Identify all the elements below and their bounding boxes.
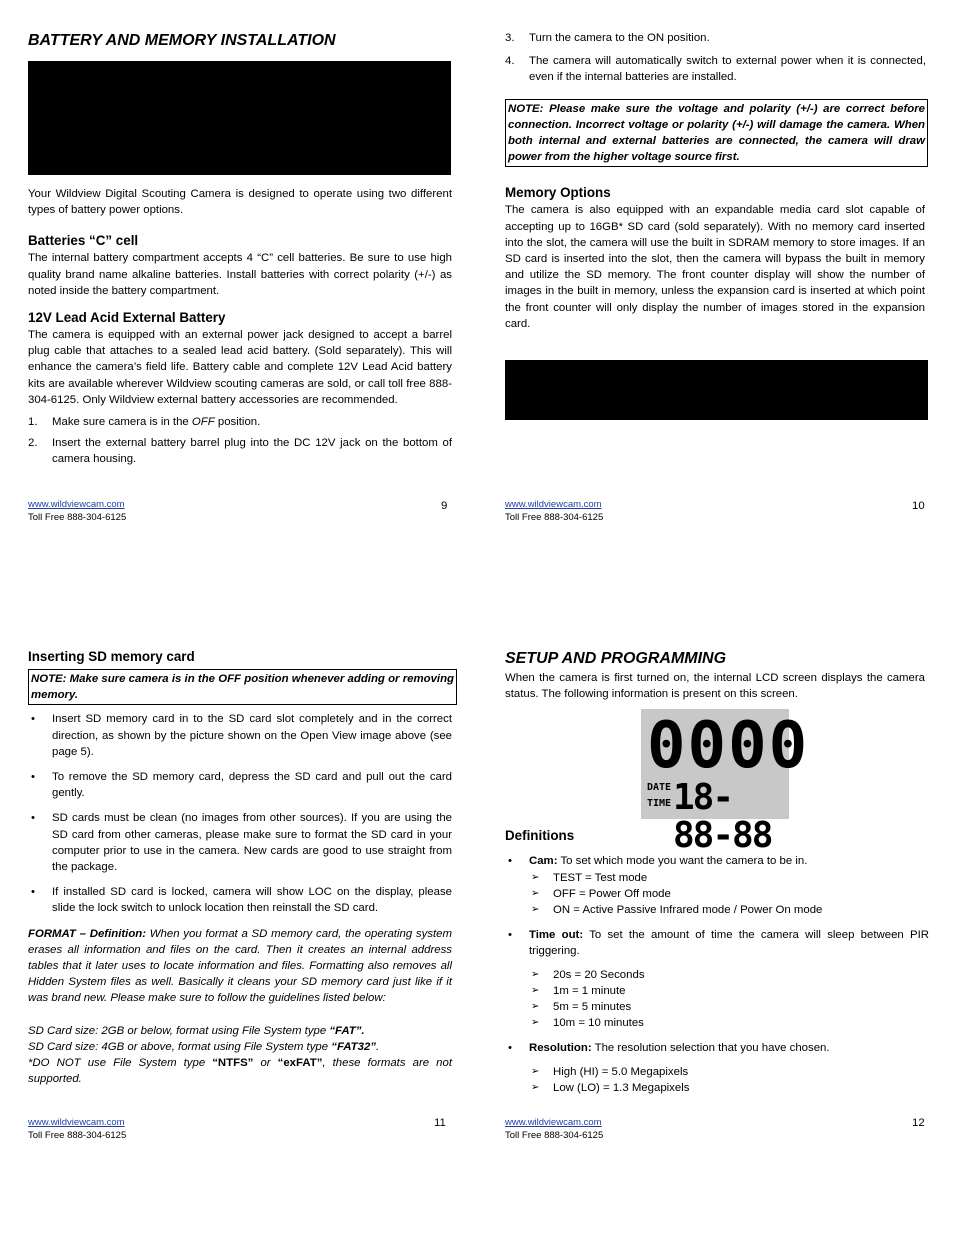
list-item: • SD cards must be clean (no images from other sources). If you are using the SD card from other cameras, please make sure to format the SD card in your computer prior to use in the camera. New cards are good to use straight from the package.: [31, 812, 452, 874]
step-number: 3.: [505, 32, 515, 44]
list-item: • Cam: To set which mode you want the camera to be in. ➢ TEST = Test mode ➢ OFF = Power Off mode ➢ ON = Active Passive Infrared mode / Power On mode: [505, 853, 929, 918]
list-item: ➢ 5m = 5 minutes: [531, 1001, 632, 1014]
option-text: Low (LO) = 1.3 Megapixels: [553, 1081, 690, 1094]
definitions-list: [505, 853, 929, 1096]
format-text: When you format a SD memory card, the operating system erases all information and files on the card. Then it creates an internal address tables that it later uses to locate information and files. Formatting also removes all Hidden System files as well. Basically it cleans your SD memory card just like if it was brand new. Please make sure to follow the guidelines listed below:: [28, 927, 453, 1005]
list-item: ➢ 20s = 20 Seconds: [531, 968, 645, 981]
footer-page-11: [28, 1116, 126, 1142]
list-item: [28, 414, 452, 430]
option-text: ON = Active Passive Infrared mode / Power On mode: [553, 904, 823, 917]
lead-acid-text: The camera is equipped with an external power jack designed to accept a barrel plug cable that attaches to a sealed lead acid battery. (Sold separately). This will enhance the camera’s field life. Battery cable and complete 12V Lead Acid battery kits are available wherever Wildview scouting cameras are sold, or call toll free 888-304-6125. Only Wildview external battery accessories are recommended.: [28, 329, 452, 406]
definition-label: Time out:: [529, 929, 584, 942]
list-item: [505, 53, 929, 85]
phone-text: Toll Free 888-304-6125: [505, 1130, 604, 1141]
lcd-date-label: DATE: [647, 782, 672, 794]
definition-text: To set which mode you want the camera to be in.: [557, 855, 808, 868]
list-item: • Insert SD memory card in to the SD card slot completely and in the correct direction, as shown by the picture shown on the Open View image above (see page 5).: [31, 713, 452, 758]
format-label: FORMAT – Definition:: [28, 927, 147, 940]
page-number: 10: [912, 500, 925, 512]
list-item: • To remove the SD memory card, depress the SD card and pull out the card gently.: [31, 771, 452, 800]
list-item: ➢ 10m = 10 minutes: [531, 1017, 644, 1030]
sd-fs: “exFAT”: [277, 1057, 323, 1070]
redacted-image: [505, 360, 928, 420]
section-title: BATTERY AND MEMORY INSTALLATION: [28, 32, 336, 49]
option-text: 1m = 1 minute: [553, 984, 626, 997]
steps-list: [505, 30, 929, 86]
step-number: 2.: [28, 437, 38, 450]
intro-text: Your Wildview Digital Scouting Camera is designed to operate using two different types of battery power options.: [28, 188, 452, 217]
option-text: TEST = Test mode: [553, 871, 648, 884]
definition-text: To set the amount of time the camera will sleep between PIR triggering.: [529, 929, 929, 958]
sd-text: , these formats are not supported.: [28, 1057, 452, 1086]
step-number: 1.: [28, 416, 38, 429]
page-9: [28, 30, 452, 468]
sd-text: .: [375, 1040, 380, 1053]
timeout-options: [529, 967, 929, 1032]
list-item: [505, 30, 929, 46]
definition-label: Cam:: [529, 855, 558, 868]
memory-text: The camera is also equipped with an expandable media card slot capable of accepting up to 16GB* SD card (sold separately). With no memory card inserted into the slot, the camera will use the built in SDRAM memory to store images. If an SD card is inserted into the slot, then the camera will bypass the built in memory and utilize the SD memory. The front counter display will show the number of images in the built in memory, unless the expansion card is inserted at which point the front counter will only display the number of images stored in the expansion card.: [505, 204, 925, 330]
list-item: • If installed SD card is locked, camera will show LOC on the display, please slide the lock switch to unlock location then reinstall the SD card.: [31, 886, 452, 915]
step-text: position.: [214, 416, 261, 429]
page-12: [505, 648, 929, 1096]
website-link[interactable]: www.wildviewcam.com: [28, 499, 125, 510]
step-emphasis: OFF: [191, 416, 215, 429]
bullet-text: To remove the SD memory card, depress the SD card and pull out the card gently.: [52, 771, 452, 800]
off-position-note: NOTE: Make sure camera is in the OFF position whenever adding or removing memory.: [28, 669, 457, 705]
sd-text: *DO NOT use File System type: [28, 1057, 213, 1070]
list-item: • Time out: To set the amount of time the camera will sleep between PIR triggering. ➢ 20s = 20 Seconds ➢ 1m = 1 minute ➢ 5m = 5 minutes ➢ 10m = 10 minutes: [505, 927, 929, 1031]
sd-size-line: [28, 1023, 452, 1039]
sd-size-line: [28, 1039, 452, 1055]
lcd-datetime: 18-88-88: [673, 777, 772, 857]
page-number: 12: [912, 1117, 925, 1129]
definition-label: Resolution:: [529, 1042, 592, 1055]
sd-bullets: [28, 711, 452, 916]
heading-c-batteries: Batteries “C” cell: [28, 233, 139, 249]
website-link[interactable]: www.wildviewcam.com: [505, 499, 602, 510]
sd-fs: “FAT32”: [331, 1040, 376, 1053]
cam-options: [529, 870, 929, 919]
option-text: 10m = 10 minutes: [553, 1017, 644, 1030]
footer-page-9: [28, 498, 126, 524]
step-text: The camera will automatically switch to external power when it is connected, even if the internal batteries are installed.: [529, 55, 926, 84]
step-text: Insert the external battery barrel plug into the DC 12V jack on the bottom of camera housing.: [52, 437, 452, 466]
heading-inserting-sd: Inserting SD memory card: [28, 649, 195, 664]
list-item: ➢ Low (LO) = 1.3 Megapixels: [531, 1081, 690, 1094]
heading-definitions: Definitions: [505, 828, 575, 844]
steps-list: [28, 414, 452, 468]
step-text: Turn the camera to the ON position.: [529, 32, 710, 44]
website-link[interactable]: www.wildviewcam.com: [28, 1117, 125, 1128]
option-text: 5m = 5 minutes: [553, 1001, 632, 1014]
list-item: [28, 435, 452, 467]
lcd-time-label: TIME: [647, 798, 672, 810]
footer-page-12: [505, 1116, 603, 1142]
sd-text: or: [253, 1057, 278, 1070]
voltage-note: NOTE: Please make sure the voltage and polarity (+/-) are correct before connection. Incorrect voltage or polarity (+/-) will damage the camera. When both internal and external batteries are connected, the camera will draw power from the higher voltage source first.: [505, 99, 928, 168]
list-item: ➢ 1m = 1 minute: [531, 984, 626, 997]
intro-text: When the camera is first turned on, the internal LCD screen displays the camera status. The following information is present on this screen.: [505, 672, 925, 701]
definition-text: The resolution selection that you have chosen.: [591, 1042, 830, 1055]
sd-text: SD Card size: 2GB or below, format using File System type: [28, 1024, 330, 1037]
phone-text: Toll Free 888-304-6125: [28, 512, 127, 523]
list-item: • Resolution: The resolution selection that you have chosen. ➢ High (HI) = 5.0 Megapixels ➢ Low (LO) = 1.3 Megapixels: [505, 1040, 929, 1096]
footer-page-10: [505, 498, 603, 524]
section-title: SETUP AND PROGRAMMING: [505, 650, 727, 667]
heading-lead-acid: 12V Lead Acid External Battery: [28, 310, 226, 326]
list-item: ➢ TEST = Test mode: [531, 871, 648, 884]
lcd-screen-image: [641, 709, 810, 857]
option-text: 20s = 20 Seconds: [553, 968, 645, 981]
step-number: 4.: [505, 55, 515, 68]
sd-fs: “NTFS”: [212, 1057, 254, 1070]
option-text: High (HI) = 5.0 Megapixels: [553, 1065, 689, 1078]
page-10: [505, 30, 929, 420]
page-number: 11: [434, 1117, 446, 1129]
phone-text: Toll Free 888-304-6125: [28, 1130, 127, 1141]
redacted-image: [28, 61, 451, 175]
step-text: Make sure camera is in the: [52, 416, 192, 429]
bullet-text: SD cards must be clean (no images from other sources). If you are using the SD card from other cameras, please make sure to format the SD card in your computer prior to use in the camera. New cards are good to use straight from the package.: [52, 812, 452, 874]
resolution-options: [529, 1064, 929, 1096]
lcd-counter: 0000: [647, 709, 810, 784]
sd-fs: “FAT”.: [329, 1024, 365, 1037]
c-battery-text: The internal battery compartment accepts 4 “C” cell batteries. Be sure to use high quality brand name alkaline batteries. Install batteries with correct polarity (+/-) as noted inside the battery compartment.: [28, 252, 452, 297]
page-11: [28, 648, 452, 1087]
list-item: ➢ High (HI) = 5.0 Megapixels: [531, 1065, 689, 1078]
bullet-text: If installed SD card is locked, camera will show LOC on the display, please slide the lock switch to unlock location then reinstall the SD card.: [52, 886, 452, 915]
bullet-text: Insert SD memory card in to the SD card slot completely and in the correct direction, as shown by the picture shown on the Open View image above (see page 5).: [52, 713, 452, 758]
list-item: ➢ OFF = Power Off mode: [531, 887, 671, 900]
option-text: OFF = Power Off mode: [553, 887, 671, 900]
sd-text: SD Card size: 4GB or above, format using File System type: [28, 1040, 332, 1053]
list-item: ➢ ON = Active Passive Infrared mode / Power On mode: [531, 904, 823, 917]
website-link[interactable]: www.wildviewcam.com: [505, 1117, 602, 1128]
format-definition: [28, 926, 452, 1007]
phone-text: Toll Free 888-304-6125: [505, 512, 604, 523]
sd-warning-line: [28, 1055, 452, 1087]
heading-memory-options: Memory Options: [505, 185, 611, 201]
page-number: 9: [441, 500, 448, 512]
